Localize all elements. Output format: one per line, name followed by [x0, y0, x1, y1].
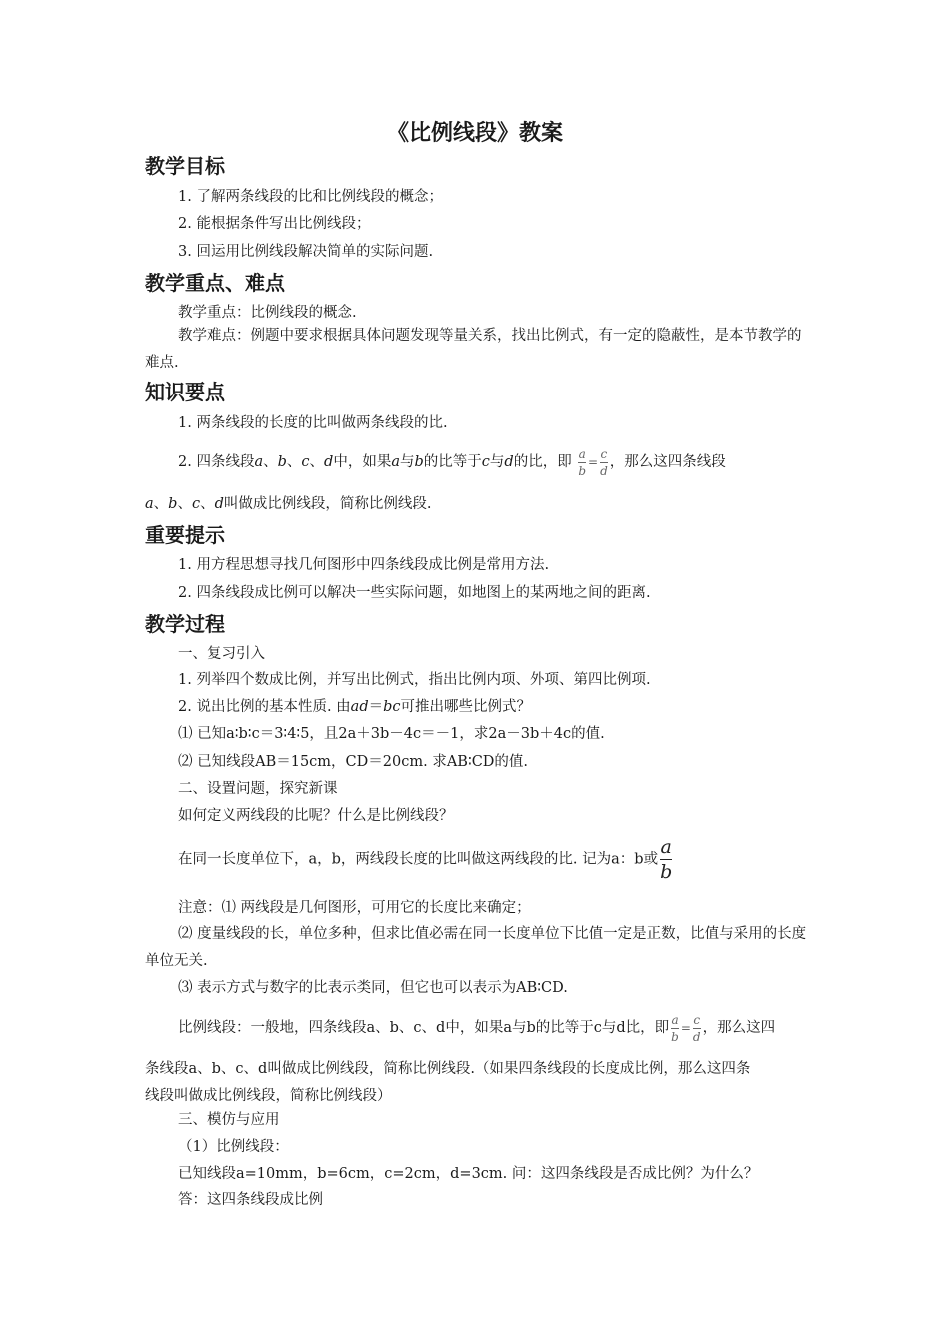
process-note-1: 注意：⑴ 两线段是几何图形，可用它的长度比来确定；	[178, 900, 531, 916]
document-title: 《比例线段》教案	[386, 121, 563, 146]
fraction-c-over-d: $\frac{c}{d}$	[600, 446, 608, 478]
process-proportion-def-3: 线段叫做成比例线段，简称比例线段）	[145, 1088, 392, 1104]
process-def: 在同一长度单位下，a，b，两线段长度的比叫做这两线段的比. 记为a：b或 $\frac{a}{b}$	[178, 836, 673, 883]
process-note-3: ⑶ 表示方式与数字的比表示类同，但它也可以表示为AB∶CD.	[178, 980, 568, 996]
process-ask: 如何定义两线段的比呢？什么是比例线段？	[178, 808, 454, 824]
process-p2: 2. 说出比例的基本性质. 由ad＝bc可推出哪些比例式？	[178, 699, 532, 715]
process-part-3: 三、模仿与应用	[178, 1112, 280, 1128]
knowledge-item-1: 1. 两条线段的长度的比叫做两条线段的比.	[178, 415, 448, 431]
tip-item-1: 1. 用方程思想寻找几何图形中四条线段成比例是常用方法.	[178, 557, 550, 573]
heading-tips: 重要提示	[145, 523, 225, 547]
fraction-a-over-b-large: $\frac{a}{b}$	[660, 836, 673, 883]
process-sub-1: （1）比例线段：	[178, 1139, 289, 1155]
process-note-2: ⑵ 度量线段的长，单位多种，但求比值必需在同一长度单位下比值一定是正数，比值与采用的长度单位无关.	[145, 926, 807, 969]
process-answer: 答：这四条线段成比例	[178, 1192, 323, 1208]
tip-item-2: 2. 四条线段成比例可以解决一些实际问题，如地图上的某两地之间的距离.	[178, 585, 651, 601]
fraction-a-over-b: $\frac{a}{b}$	[578, 446, 586, 478]
heading-process: 教学过程	[145, 612, 225, 636]
fraction-a-over-b-2: $\frac{a}{b}$	[671, 1012, 679, 1044]
process-p1: 1. 列举四个数成比例，并写出比例式，指出比例内项、外项、第四比例项.	[178, 672, 651, 688]
key-difficulty: 教学难点：例题中要求根据具体问题发现等量关系，找出比例式，有一定的隐蔽性，是本节教学的难点.	[145, 328, 802, 371]
process-q2: ⑵ 已知线段AB＝15cm，CD＝20cm. 求AB∶CD的值.	[178, 754, 529, 770]
fraction-c-over-d-2: $\frac{c}{d}$	[692, 1012, 701, 1044]
heading-knowledge: 知识要点	[145, 380, 225, 404]
heading-goals: 教学目标	[145, 154, 225, 178]
process-part-2: 二、设置问题，探究新课	[178, 781, 338, 797]
goal-item-1: 1. 了解两条线段的比和比例线段的概念；	[178, 189, 443, 205]
process-example: 已知线段a=10mm，b=6cm，c=2cm，d=3cm. 问：这四条线段是否成比例？为什么？	[178, 1166, 759, 1182]
key-focus: 教学重点：比例线段的概念.	[178, 305, 357, 321]
knowledge-item-2: 2. 四条线段a、b、c、d中，如果a与b的比等于c与d的比，即 $\frac{a}{b}$ = $\frac{c}{d}$ ，那么这四条线段	[178, 446, 726, 478]
process-proportion-def: 比例线段：一般地，四条线段a、b、c、d中，如果a与b的比等于c与d比，即 $\frac{a}{b}$ = $\frac{c}{d}$ ，那么这四	[178, 1012, 776, 1044]
process-part-1: 一、复习引入	[178, 646, 265, 662]
knowledge-item-2-line2: a、b、c、d叫做成比例线段，简称比例线段.	[145, 496, 432, 512]
process-q1: ⑴ 已知a∶b∶c＝3∶4∶5，且2a＋3b－4c＝－1，求2a－3b＋4c的值.	[178, 726, 605, 742]
process-proportion-def-2: 条线段a、b、c、d叫做成比例线段，简称比例线段.（如果四条线段的长度成比例，那么这四条	[145, 1061, 751, 1077]
heading-key-points: 教学重点、难点	[145, 271, 285, 295]
goal-item-2: 2. 能根据条件写出比例线段；	[178, 216, 371, 232]
goal-item-3: 3. 回运用比例线段解决简单的实际问题.	[178, 244, 434, 260]
